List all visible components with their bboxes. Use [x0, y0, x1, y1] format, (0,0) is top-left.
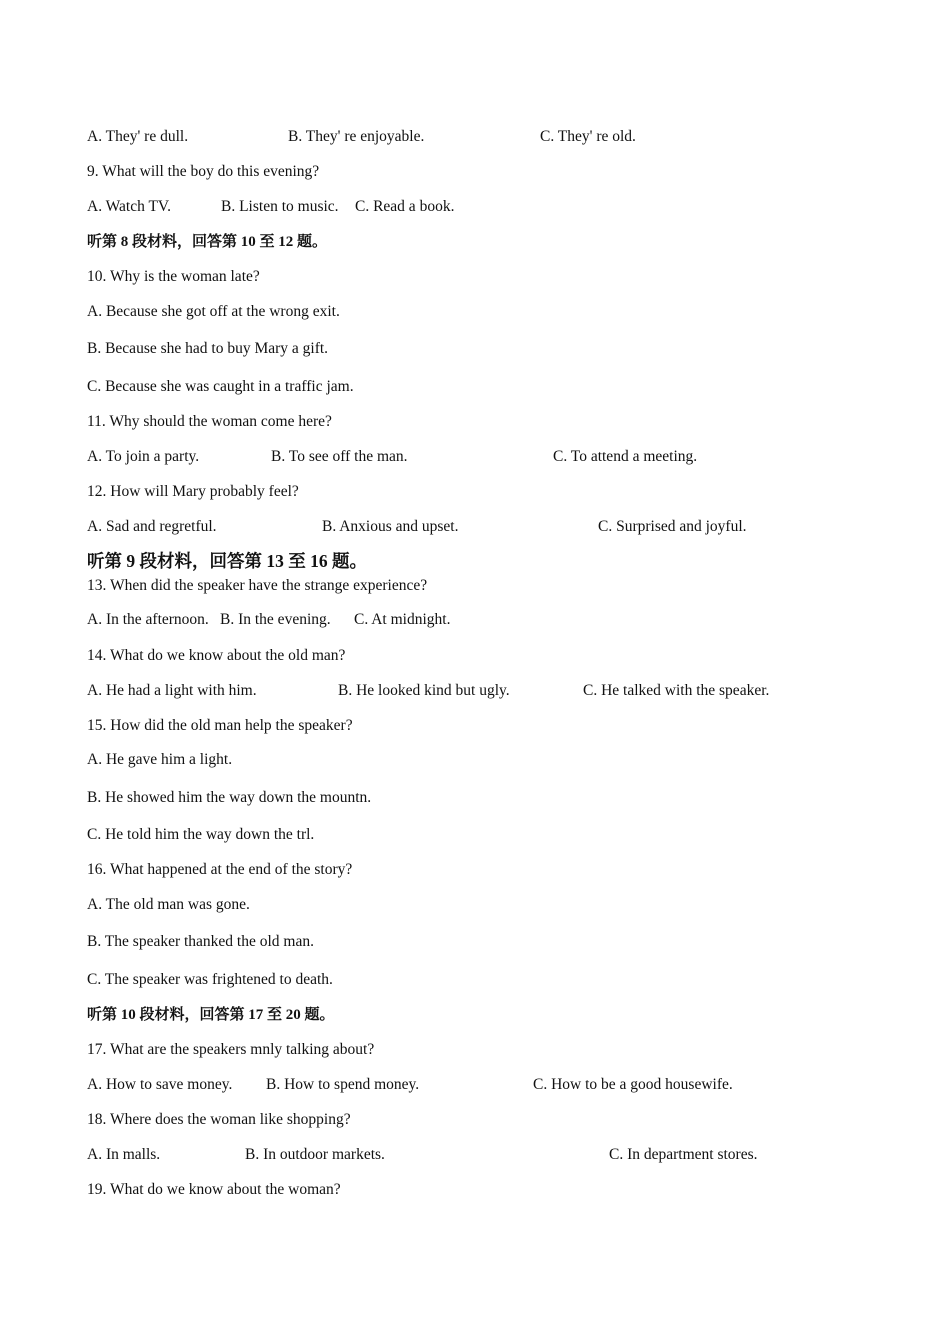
q8-option-b: B. They' re enjoyable. [288, 128, 425, 145]
q12-question: 12. How will Mary probably feel? [87, 483, 299, 500]
q14-option-a: A. He had a light with him. [87, 682, 257, 699]
q13-option-c: C. At midnight. [354, 611, 451, 628]
q18-question: 18. Where does the woman like shopping? [87, 1111, 351, 1128]
q18-option-c: C. In department stores. [609, 1146, 758, 1163]
q9-option-a: A. Watch TV. [87, 198, 172, 215]
section-8-heading: 听第 8 段材料，回答第 10 至 12 题。 [87, 234, 328, 250]
q12-option-c: C. Surprised and joyful. [598, 518, 747, 535]
q11-option-b: B. To see off the man. [271, 448, 408, 465]
q17-option-b: B. How to spend money. [266, 1076, 420, 1093]
section-10-heading: 听第 10 段材料，回答第 17 至 20 题。 [87, 1007, 335, 1023]
q11-option-c: C. To attend a meeting. [553, 448, 698, 465]
q17-option-a: A. How to save money. [87, 1076, 233, 1093]
q9-option-b: B. Listen to music. [221, 198, 339, 215]
q16-option-b: B. The speaker thanked the old man. [87, 933, 314, 950]
q15-question: 15. How did the old man help the speaker? [87, 717, 353, 734]
q18-option-a: A. In malls. [87, 1146, 161, 1163]
q11-option-a: A. To join a party. [87, 448, 200, 465]
q14-option-c: C. He talked with the speaker. [583, 682, 770, 699]
q15-option-a: A. He gave him a light. [87, 751, 233, 768]
q15-option-c: C. He told him the way down the trl. [87, 826, 315, 843]
q10-option-c: C. Because she was caught in a traffic jam. [87, 378, 354, 395]
q18-option-b: B. In outdoor markets. [245, 1146, 385, 1163]
q10-option-b: B. Because she had to buy Mary a gift. [87, 340, 329, 357]
q13-question: 13. When did the speaker have the strange experience? [87, 577, 428, 594]
q10-question: 10. Why is the woman late? [87, 268, 260, 285]
q16-option-c: C. The speaker was frightened to death. [87, 971, 333, 988]
q14-option-b: B. He looked kind but ugly. [338, 682, 510, 699]
q9-option-c: C. Read a book. [355, 198, 455, 215]
q8-option-c: C. They' re old. [540, 128, 636, 145]
q12-option-b: B. Anxious and upset. [322, 518, 459, 535]
q16-option-a: A. The old man was gone. [87, 896, 250, 913]
q17-question: 17. What are the speakers mnly talking about? [87, 1041, 375, 1058]
q9-question: 9. What will the boy do this evening? [87, 163, 320, 180]
section-9-heading: 听第 9 段材料，回答第 13 至 16 题。 [87, 551, 367, 571]
q16-question: 16. What happened at the end of the story? [87, 861, 353, 878]
q13-option-b: B. In the evening. [220, 611, 331, 628]
q19-question: 19. What do we know about the woman? [87, 1181, 341, 1198]
q13-option-a: A. In the afternoon. [87, 611, 209, 628]
q17-option-c: C. How to be a good housewife. [533, 1076, 733, 1093]
q15-option-b: B. He showed him the way down the mountn. [87, 789, 372, 806]
q10-option-a: A. Because she got off at the wrong exit. [87, 303, 340, 320]
q8-option-a: A. They' re dull. [87, 128, 189, 145]
q12-option-a: A. Sad and regretful. [87, 518, 217, 535]
q14-question: 14. What do we know about the old man? [87, 647, 346, 664]
q11-question: 11. Why should the woman come here? [87, 413, 332, 430]
